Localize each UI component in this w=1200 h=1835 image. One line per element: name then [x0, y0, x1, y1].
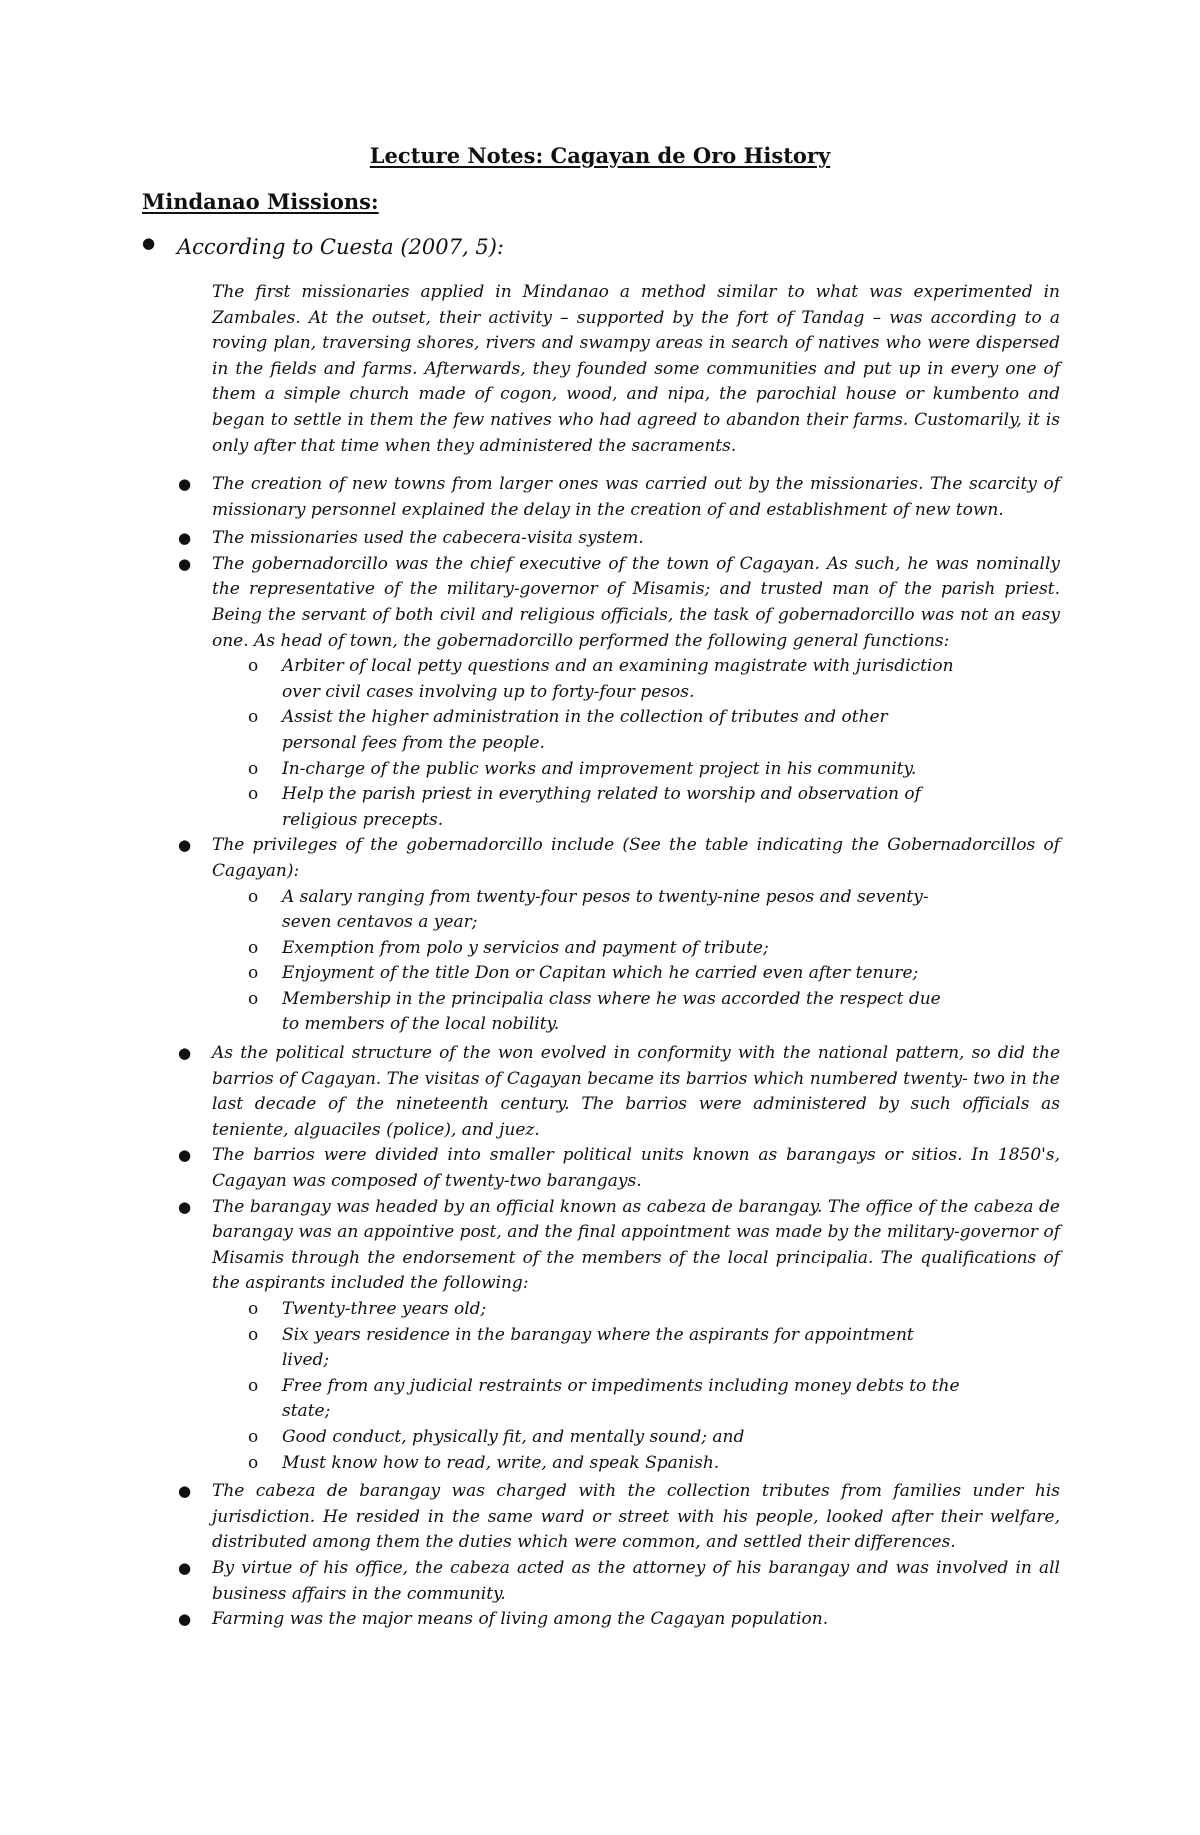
sub-list: [212, 1297, 1060, 1476]
sub-list-item: [212, 654, 962, 705]
sub-bullet-icon: o: [248, 988, 259, 1009]
sub-list-item-text: Free from any judicial restraints or impediments including money debts to the state;: [282, 1375, 960, 1422]
list-item: [142, 472, 1060, 523]
sub-bullet-icon: o: [248, 656, 259, 677]
sub-list: [212, 885, 1060, 1039]
sub-bullet-icon: o: [248, 1324, 259, 1345]
list-item: [142, 1195, 1060, 1477]
bullet-icon: ●: [178, 1146, 192, 1165]
sub-list-item: [212, 936, 962, 962]
bullet-icon: ●: [178, 1197, 192, 1216]
sub-list-item-text: Exemption from polo y servicios and payment of tribute;: [282, 937, 769, 958]
list-item-text: The privileges of the gobernadorcillo include (See the table indicating the Gobernadorcillos of Cagayan):: [212, 835, 1060, 881]
list-item: [142, 1607, 1060, 1633]
sub-bullet-icon: o: [248, 1452, 259, 1473]
lead-bullet-item: [142, 234, 504, 259]
bullet-icon: ●: [178, 554, 192, 573]
sub-list-item-text: Enjoyment of the title Don or Capitan which he carried even after tenure;: [282, 963, 919, 984]
sub-list-item-text: Help the parish priest in everything related to worship and observation of religious precepts.: [282, 784, 921, 830]
sub-list-item-text: Arbiter of local petty questions and an examining magistrate with jurisdiction over civil cases involving up to forty-four pesos.: [282, 656, 954, 702]
list-item: [142, 1556, 1060, 1607]
sub-bullet-icon: o: [248, 707, 259, 728]
document-title: Lecture Notes: Cagayan de Oro History: [369, 143, 831, 168]
list-item-text: The missionaries used the cabecera-visita system.: [212, 528, 644, 549]
list-item: [142, 552, 1060, 834]
section-heading: Mindanao Missions:: [142, 189, 379, 214]
list-item-text: The gobernadorcillo was the chief executive of the town of Cagayan. As such, he was nominally the representative of the military-governor of Misamis; and trusted man of the parish priest. Being the servant of both civil and religious officials, the task of gobernadorcillo was not an easy one. As head of town, the gobernadorcillo performed the following general functions:: [212, 553, 1060, 651]
sub-list-item-text: Six years residence in the barangay where the aspirants for appointment lived;: [282, 1324, 914, 1371]
list-item-text: Farming was the major means of living among the Cagayan population.: [212, 1609, 829, 1630]
bullet-icon: ●: [142, 234, 156, 252]
sub-list-item: [212, 1425, 962, 1451]
sub-list-item: [212, 1297, 962, 1323]
list-item: [142, 526, 1060, 552]
bullet-icon: ●: [178, 1044, 192, 1063]
sub-list-item: [212, 885, 962, 936]
bullet-list: [142, 472, 1060, 1633]
list-item-text: The barangay was headed by an official known as cabeza de barangay. The office of the cabeza de barangay was an appointive post, and the final appointment was made by the military-governor of Misamis through the endorsement of the members of the local principalia. The qualifications of the aspirants included the following:: [212, 1196, 1060, 1294]
lead-bullet-text: According to Cuesta (2007, 5):: [177, 235, 504, 259]
sub-list-item: [212, 1451, 962, 1477]
sub-bullet-icon: o: [248, 1426, 259, 1447]
sub-bullet-icon: o: [248, 963, 259, 984]
sub-list-item-text: Twenty-three years old;: [282, 1299, 487, 1319]
list-item: [142, 1143, 1060, 1194]
sub-list: [212, 654, 1060, 833]
bullet-icon: ●: [178, 1558, 192, 1577]
sub-list-item: [212, 1374, 962, 1425]
sub-list-item-text: Must know how to read, write, and speak Spanish.: [282, 1452, 720, 1473]
bullet-icon: ●: [178, 529, 192, 548]
sub-bullet-icon: o: [248, 758, 259, 779]
bullet-icon: ●: [178, 1610, 192, 1629]
sub-list-item-text: Assist the higher administration in the collection of tributes and other personal fees from the people.: [282, 707, 888, 753]
bullet-icon: ●: [178, 836, 192, 855]
sub-list-item-text: Good conduct, physically fit, and mentally sound; and: [282, 1426, 745, 1447]
bullet-icon: ●: [178, 1482, 192, 1501]
sub-list-item: [212, 757, 962, 783]
bullet-icon: ●: [178, 475, 192, 493]
list-item-text: By virtue of his office, the cabeza acted as the attorney of his barangay and was involved in all business affairs in the community.: [212, 1557, 1060, 1604]
list-item: [142, 1041, 1060, 1143]
block-quote: The first missionaries applied in Mindanao a method similar to what was experimented in Zambales. At the outset, their activity – supported by the fort of Tandag – was according to a roving plan, traversing shores, rivers and swampy areas in search of natives who were dispersed in the fields and farms. Afterwards, they founded some communities and put up in every one of them a simple church made of cogon, wood, and nipa, the parochial house or kumbento and began to settle in them the few natives who had agreed to abandon their farms. Customarily, it is only after that time when they administered the sacraments.: [212, 282, 1060, 456]
sub-list-item: [212, 987, 962, 1038]
list-item-text: The barrios were divided into smaller political units known as barangays or sitios. In 1850's, Cagayan was composed of twenty-two barangays.: [212, 1145, 1060, 1192]
sub-list-item: [212, 961, 962, 987]
sub-bullet-icon: o: [248, 937, 259, 958]
sub-list-item-text: A salary ranging from twenty-four pesos to twenty-nine pesos and seventy-seven centavos a year;: [282, 886, 929, 933]
sub-list-item-text: In-charge of the public works and improvement project in his community.: [282, 758, 917, 779]
sub-bullet-icon: o: [248, 1299, 259, 1319]
list-item-text: The cabeza de barangay was charged with the collection tributes from families under his jurisdiction. He resided in the same ward or street with his people, looked after their welfare, distributed among them the duties which were common, and settled their differences.: [212, 1481, 1060, 1553]
sub-bullet-icon: o: [248, 886, 259, 907]
sub-list-item: [212, 1323, 962, 1374]
list-item: [142, 833, 1060, 1038]
list-item-text: The creation of new towns from larger ones was carried out by the missionaries. The scarcity of missionary personnel explained the delay in the creation of and establishment of new town.: [212, 474, 1060, 520]
list-item-text: As the political structure of the won evolved in conformity with the national pattern, so did the barrios of Cagayan. The visitas of Cagayan became its barrios which numbered twenty- two in the last decade of the nineteenth century. The barrios were administered by such officials as teniente, alguaciles (police), and juez.: [212, 1043, 1060, 1140]
sub-list-item: [212, 705, 962, 756]
list-item: [142, 1479, 1060, 1556]
sub-bullet-icon: o: [248, 1375, 259, 1396]
sub-list-item: [212, 782, 962, 833]
sub-list-item-text: Membership in the principalia class where he was accorded the respect due to members of the local nobility.: [282, 988, 941, 1035]
sub-bullet-icon: o: [248, 784, 259, 805]
